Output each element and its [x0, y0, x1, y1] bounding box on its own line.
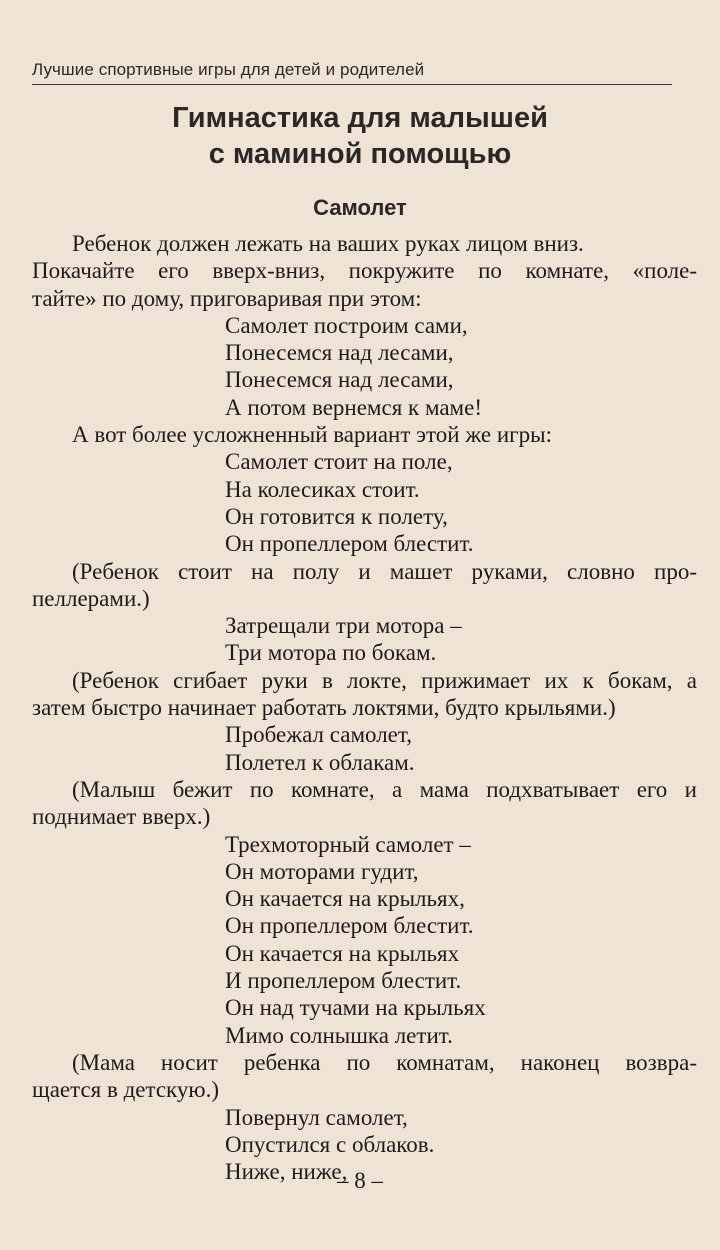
verse-line: Он пропеллером блестит.	[225, 531, 474, 557]
chapter-title-line-2: с маминой помощью	[208, 138, 512, 170]
body-text	[32, 230, 697, 1185]
verse-line: Трехмоторный самолет –	[225, 831, 471, 857]
section-heading: Самолет	[313, 195, 407, 220]
verse-line: Он готовится к полету,	[225, 503, 448, 529]
text-line: щается в детскую.)	[32, 1077, 219, 1103]
text-line: затем быстро начинает работать локтями, будто крыльями.)	[32, 695, 616, 721]
verse-line: Он моторами гудит,	[225, 858, 419, 884]
text-line: пеллерами.)	[32, 585, 150, 611]
page-number: – 8 –	[337, 1168, 383, 1193]
text-line: (Ребенок сгибает руки в локте, прижимает их к бокам, а	[72, 667, 697, 693]
text-line: тайте» по дому, приговаривая при этом:	[32, 285, 422, 311]
verse-line: Понесемся над лесами,	[225, 367, 454, 393]
verse-line: Затрещали три мотора –	[225, 613, 462, 639]
text-line: поднимает вверх.)	[32, 804, 211, 830]
verse-line: Он качается на крыльях	[225, 940, 460, 966]
text-line: Покачайте его вверх-вниз, покружите по комнате, «поле-	[32, 258, 697, 284]
verse-line: Понесемся над лесами,	[225, 340, 454, 366]
text-line: (Ребенок стоит на полу и машет руками, словно про-	[72, 558, 697, 584]
verse-line: Пробежал самолет,	[225, 722, 412, 748]
verse-line: Повернул самолет,	[225, 1104, 408, 1130]
text-line: (Мама носит ребенка по комнатам, наконец возвра-	[72, 1049, 697, 1075]
text-line: Ребенок должен лежать на ваших руках лицом вниз.	[72, 231, 584, 256]
verse-line: Он над тучами на крыльях	[225, 995, 486, 1021]
verse-line: На колесиках стоит.	[225, 476, 420, 502]
verse-line: Самолет стоит на поле,	[225, 449, 453, 475]
verse-line: Опустился с облаков.	[225, 1131, 435, 1157]
verse-line: Полетел к облакам.	[225, 749, 415, 775]
running-header: Лучшие спортивные игры для детей и родителей	[32, 60, 672, 85]
chapter-title-line-1: Гимнастика для малышей	[172, 102, 548, 134]
verse-line: А потом вернемся к маме!	[225, 394, 482, 420]
text-line: (Малыш бежит по комнате, а мама подхватывает его и	[72, 776, 697, 802]
verse-line: Он качается на крыльях,	[225, 886, 465, 912]
verse-line: Мимо солнышка летит.	[225, 1022, 453, 1048]
verse-line: Он пропеллером блестит.	[225, 913, 474, 939]
verse-line: И пропеллером блестит.	[225, 968, 462, 994]
verse-line: Три мотора по бокам.	[225, 640, 437, 666]
verse-line: Самолет построим сами,	[225, 312, 468, 338]
verse-line: Ниже, ниже,	[225, 1159, 348, 1185]
text-line: А вот более усложненный вариант этой же игры:	[72, 422, 552, 448]
